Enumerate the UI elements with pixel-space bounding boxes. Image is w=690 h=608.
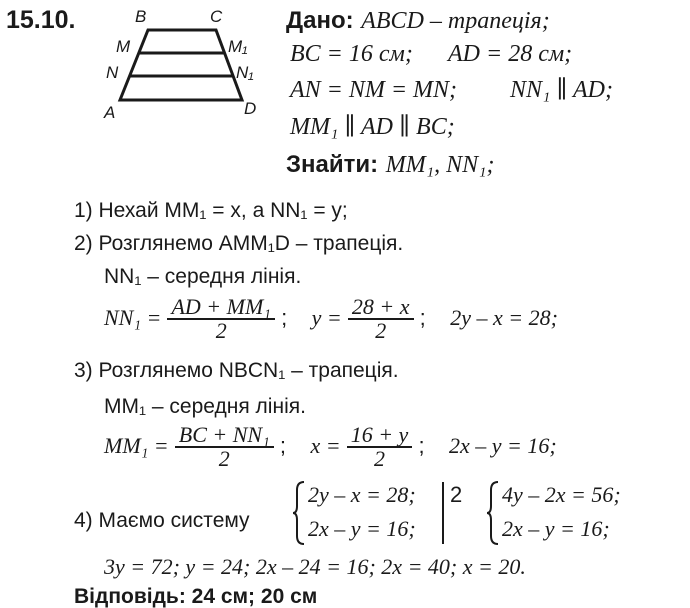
trapezoid-outline	[120, 30, 242, 100]
eq2b-sep: ;	[418, 432, 425, 458]
system-2-eq-a: 4y – 2x = 56;	[502, 482, 621, 507]
eq2b-denominator: 2	[374, 446, 386, 471]
eq1c: 2y – x = 28;	[450, 304, 558, 330]
label-d: D	[244, 99, 257, 118]
given-line-3a: AN = NM = MN;	[290, 77, 458, 103]
answer: Відповідь: 24 см; 20 см	[74, 585, 318, 608]
label-n1: N₁	[236, 63, 254, 82]
find-line	[286, 152, 494, 177]
step-3-midline: MM₁ – середня лінія.	[104, 395, 306, 418]
given-label: Дано:	[286, 7, 354, 34]
label-a: A	[104, 103, 116, 122]
eq1b-sep: ;	[419, 304, 426, 330]
find-label: Знайти:	[286, 151, 379, 178]
eq1-numerator: AD + MM₁	[167, 296, 274, 320]
equation-1	[104, 296, 558, 342]
find-value: MM₁, NN₁;	[385, 152, 495, 178]
system-brace-right	[486, 480, 500, 546]
eq1-lhs: NN₁ =	[104, 304, 162, 330]
given-line-1	[286, 8, 550, 33]
eq1-denominator: 2	[215, 318, 227, 343]
label-m: M	[116, 37, 131, 56]
given-line-2b: AD = 28 см;	[448, 41, 573, 67]
step-4: 4) Маємо систему	[74, 509, 250, 532]
eq2c: 2x – y = 16;	[449, 432, 557, 458]
step-3: 3) Розглянемо NBCN₁ – трапеція.	[74, 359, 399, 382]
final-computation: 3y = 72; y = 24; 2x – 24 = 16; 2x = 40; x = 20.	[104, 554, 526, 579]
label-c: C	[210, 7, 223, 26]
eq1b-denominator: 2	[375, 318, 387, 343]
eq2-sep: ;	[279, 432, 286, 458]
system-1-eq-b: 2x – y = 16;	[308, 516, 416, 541]
eq2-denominator: 2	[218, 446, 230, 471]
label-n: N	[106, 63, 119, 82]
system-divider	[442, 482, 444, 544]
eq1b-fraction	[348, 296, 414, 342]
eq2-numerator: BC + NN₁	[175, 424, 274, 448]
label-b: B	[135, 7, 147, 26]
system-1-eq-a: 2y – x = 28;	[308, 482, 416, 507]
eq2b-lhs: x =	[310, 432, 341, 458]
given-line-4: MM₁ ∥ AD ∥ BC;	[290, 114, 455, 140]
label-m1: M₁	[228, 37, 248, 56]
eq1-sep: ;	[281, 304, 288, 330]
system-2-eq-b: 2x – y = 16;	[502, 516, 610, 541]
eq1b-lhs: y =	[311, 304, 342, 330]
step-2-midline: NN₁ – середня лінія.	[104, 265, 302, 288]
step-2: 2) Розглянемо AMM₁D – трапеція.	[74, 232, 404, 255]
eq2-lhs: MM₁ =	[104, 432, 169, 458]
system-multiplier: 2	[450, 482, 463, 507]
given-line-2a: BC = 16 см;	[290, 41, 413, 67]
eq2b-fraction	[347, 424, 413, 470]
given-line-3b: NN₁ ∥ AD;	[510, 77, 613, 103]
system-brace-left	[292, 480, 306, 546]
eq2b-numerator: 16 + y	[347, 424, 413, 448]
eq1b-numerator: 28 + x	[348, 296, 414, 320]
equation-2	[104, 424, 557, 470]
step-1: 1) Нехай MM₁ = x, а NN₁ = y;	[74, 199, 348, 222]
eq1-fraction	[167, 296, 274, 342]
problem-number: 15.10.	[6, 6, 76, 34]
given-text-1: ABCD – трапеція;	[361, 8, 550, 34]
eq2-fraction	[175, 424, 274, 470]
